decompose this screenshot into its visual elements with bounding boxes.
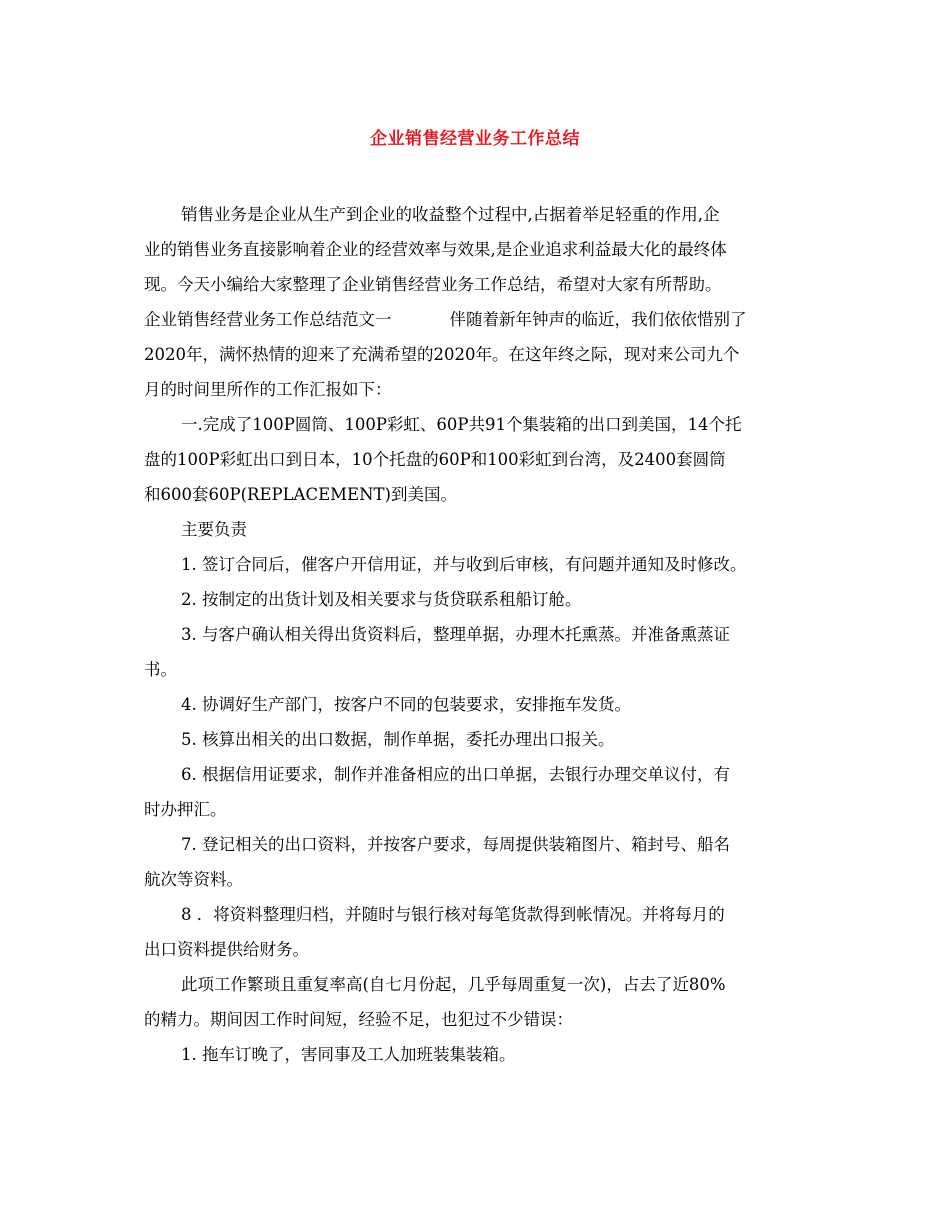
- section-one-line: 盘的100P彩虹出口到日本，10个托盘的60P和100彩虹到台湾，及2400套圆筒: [144, 450, 726, 469]
- duty-item: 8 ．将资料整理归档，并随时与银行核对每笔货款得到帐情况。并将每月的: [181, 905, 725, 924]
- duty-item-continuation: 书。: [144, 660, 177, 679]
- sample-heading-line: [144, 302, 812, 337]
- mistake-item: 1. 拖车订晚了，害同事及工人加班装集装箱。: [181, 1045, 516, 1064]
- document-title: 企业销售经营业务工作总结: [370, 129, 580, 149]
- duty-item-continuation: 出口资料提供给财务。: [144, 940, 309, 959]
- sample-heading: 企业销售经营业务工作总结范文一: [144, 310, 392, 329]
- opening-line: 月的时间里所作的工作汇报如下：: [144, 380, 392, 399]
- document-body: [144, 197, 812, 1072]
- duty-item: 3. 与客户确认相关得出货资料后，整理单据，办理木托熏蒸。并准备熏蒸证: [181, 625, 730, 644]
- duty-item: 5. 核算出相关的出口数据，制作单据，委托办理出口报关。: [181, 730, 615, 749]
- duty-item-continuation: 时办押汇。: [144, 800, 227, 819]
- intro-line: 业的销售业务直接影响着企业的经营效率与效果,是企业追求利益最大化的最终体: [144, 240, 727, 259]
- sample-first-line: 伴随着新年钟声的临近，我们依依惜别了: [449, 310, 747, 329]
- duties-heading: 主要负责: [181, 520, 247, 539]
- opening-line: 2020年，满怀热情的迎来了充满希望的2020年。在这年终之际，现对来公司九个: [144, 345, 740, 364]
- duty-item: 6. 根据信用证要求，制作并准备相应的出口单据，去银行办理交单议付，有: [181, 765, 730, 784]
- intro-line: 现。今天小编给大家整理了企业销售经营业务工作总结，希望对大家有所帮助。: [144, 275, 722, 294]
- duty-item: 1. 签订合同后，催客户开信用证，并与收到后审核，有问题并通知及时修改。: [181, 555, 747, 574]
- section-one-line: 一.完成了100P圆筒、100P彩虹、60P共91个集装箱的出口到美国，14个托: [181, 415, 742, 434]
- section-one-line: 和600套60P(REPLACEMENT)到美国。: [144, 485, 457, 504]
- workload-line: 此项工作繁琐且重复率高(自七月份起，几乎每周重复一次)，占去了近80%: [181, 975, 726, 994]
- intro-line: 销售业务是企业从生产到企业的收益整个过程中,占据着举足轻重的作用,企: [181, 205, 720, 224]
- duty-item-continuation: 航次等资料。: [144, 870, 243, 889]
- duty-item: 4. 协调好生产部门，按客户不同的包装要求，安排拖车发货。: [181, 695, 631, 714]
- duty-item: 2. 按制定的出货计划及相关要求与货贷联系租船订舱。: [181, 590, 582, 609]
- duty-item: 7. 登记相关的出口资料，并按客户要求，每周提供装箱图片、箱封号、船名: [181, 835, 730, 854]
- workload-line: 的精力。期间因工作时间短，经验不足，也犯过不少错误：: [144, 1010, 573, 1029]
